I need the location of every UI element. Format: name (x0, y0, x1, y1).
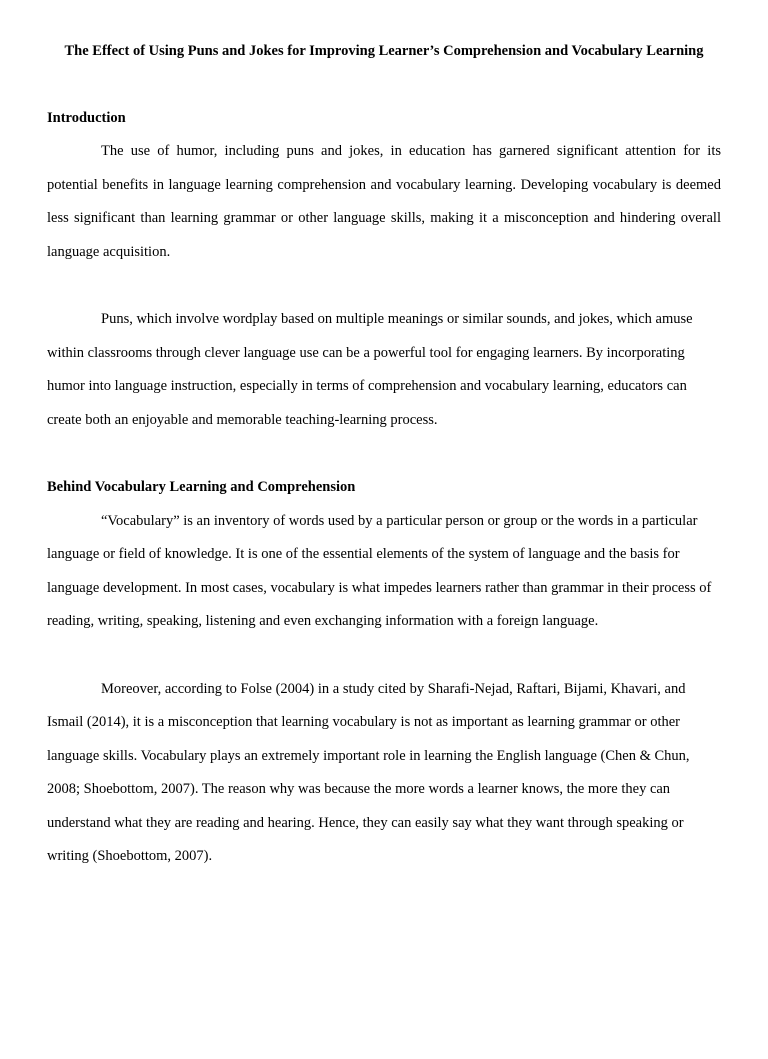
spacer (47, 69, 721, 102)
paragraph: The use of humor, including puns and jokes, in education has garnered significant attention for its potential benefits in language learning comprehension and vocabulary learning. Developing vocabulary is deemed less significant than learning grammar or other language skills, making it a misconception and hindering overall language acquisition. (47, 143, 721, 260)
document-page (0, 35, 768, 1059)
paragraph: “Vocabulary” is an inventory of words used by a particular person or group or the words in a particular language or field of knowledge. It is one of the essential elements of the system of language and the basis for language development. In most cases, vocabulary is what impedes learners rather than grammar in their process of reading, writing, speaking, listening and even exchanging information with a foreign language. (47, 512, 712, 629)
paragraph: Moreover, according to Folse (2004) in a study cited by Sharafi-Nejad, Raftari, Bijami, Khavari, and Ismail (2014), it is a misconception that learning vocabulary is not as important as learning grammar or other language skills. Vocabulary plays an extremely important role in learning the English language (Chen & Chun, 2008; Shoebottom, 2007). The reason why was because the more words a learner knows, the more they can understand what they are reading and hearing. Hence, they can easily say what they want through speaking or writing (Shoebottom, 2007). (47, 680, 690, 864)
paragraph: Puns, which involve wordplay based on multiple meanings or similar sounds, and jokes, which amuse within classrooms through clever language use can be a powerful tool for engaging learners. By incorporating humor into language instruction, especially in terms of comprehension and vocabulary learning, educators can create both an enjoyable and memorable teaching-learning process. (47, 311, 693, 428)
spacer (47, 639, 721, 673)
spacer (47, 437, 721, 471)
section-heading-introduction: Introduction (47, 109, 126, 126)
spacer (47, 269, 721, 303)
section-heading-vocabulary: Behind Vocabulary Learning and Comprehension (47, 479, 356, 495)
document-title: The Effect of Using Puns and Jokes for Improving Learner’s Comprehension and Vocabulary Learning (64, 43, 704, 59)
